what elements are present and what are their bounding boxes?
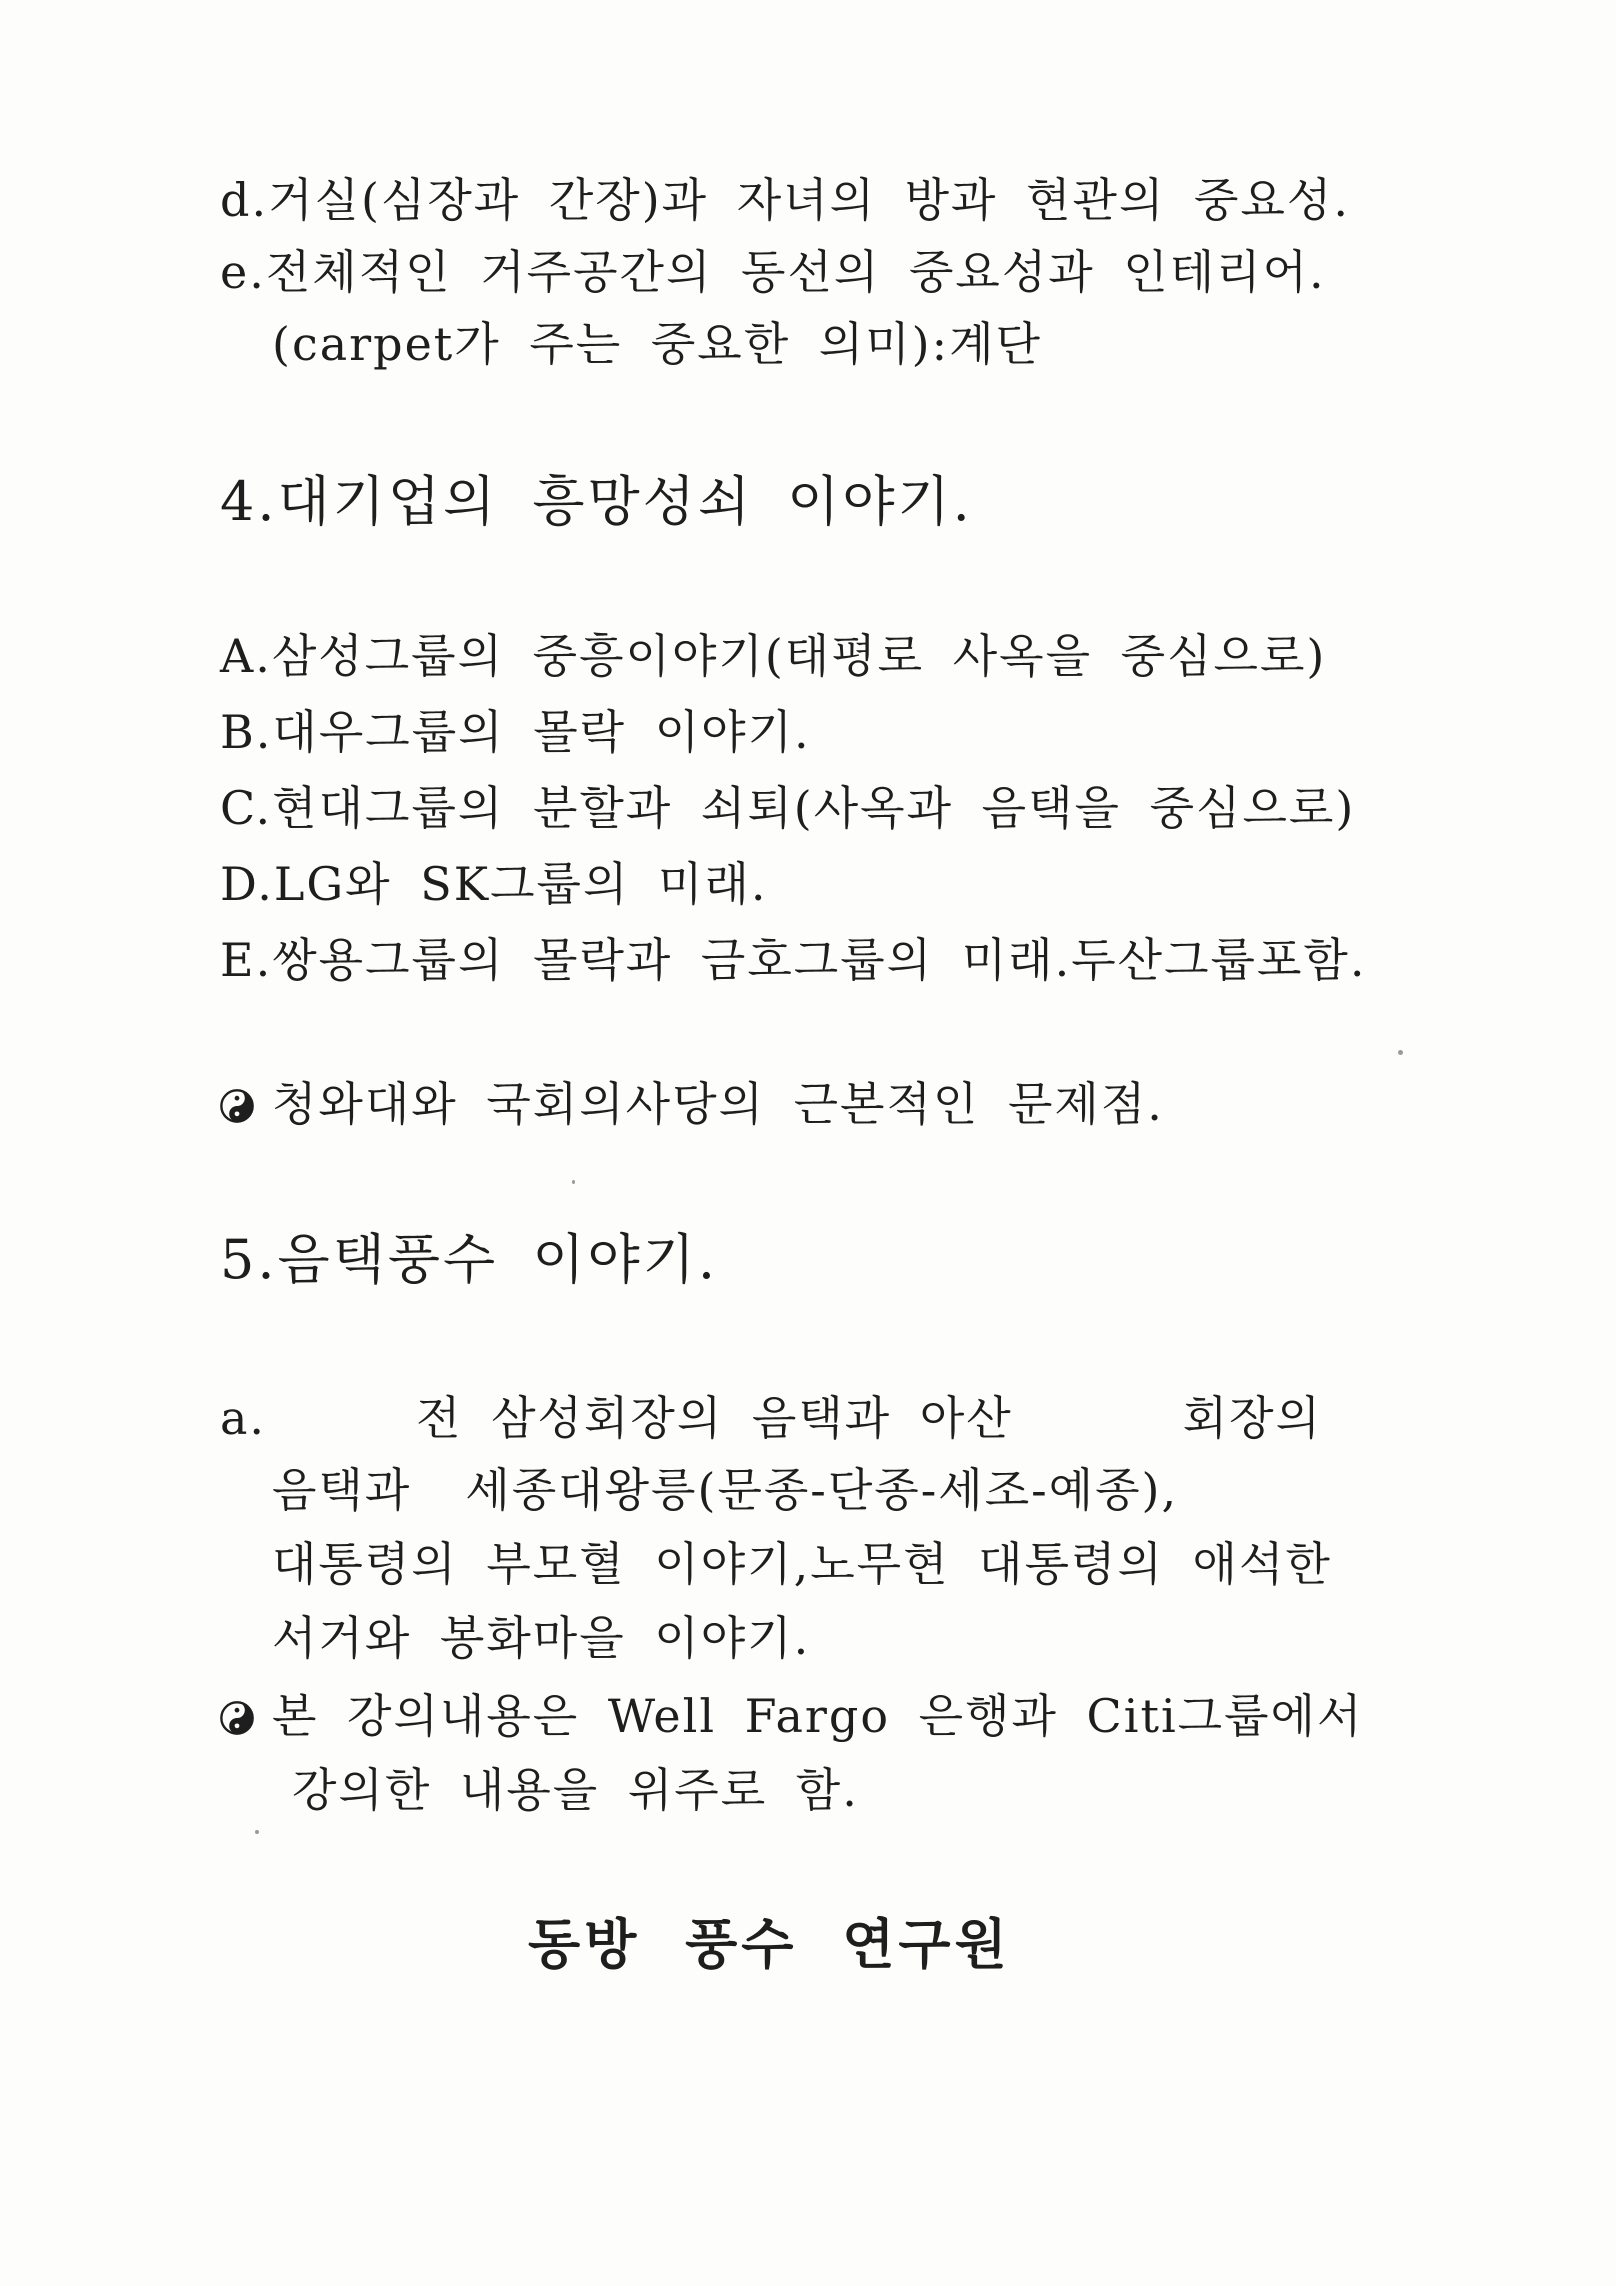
section5-item-a-line2 — [272, 1462, 1178, 1518]
section5-title: 5.음택풍수 이야기. — [220, 1228, 718, 1291]
section5-note-text-line1: 본 강의내용은 Well Fargo 은행과 Citi그룹에서 — [272, 1689, 1364, 1743]
yin-yang-icon — [220, 1701, 254, 1735]
section5-note-text-line2: 강의한 내용을 위주로 함. — [292, 1763, 859, 1817]
section5-item-a-label: a. — [220, 1391, 267, 1445]
section4-note — [220, 1076, 1164, 1132]
scan-speck — [255, 1830, 259, 1834]
section5-item-a-line2-part2: 세종대왕릉(문종-단종-세조-예종), — [465, 1463, 1179, 1517]
section4-item-d: D.LG와 SK그룹의 미래. — [220, 857, 768, 911]
section5-item-a-part2: 회장의 — [1182, 1391, 1323, 1445]
section4-item-e: E.쌍용그룹의 몰락과 금호그룹의 미래.두산그룹포함. — [220, 933, 1367, 987]
section5-item-a-line2-part1: 음택과 — [272, 1463, 412, 1517]
section5-item-a-part1: 전 삼성회장의 음택과 아산 — [416, 1391, 1013, 1445]
section3-item-e: e.전체적인 거주공간의 동선의 중요성과 인테리어. — [220, 245, 1326, 299]
section5-item-a-line3: 대통령의 부모혈 이야기,노무현 대통령의 애석한 — [272, 1537, 1332, 1591]
section4-item-a: A.삼성그룹의 중흥이야기(태평로 사옥을 중심으로) — [220, 629, 1327, 683]
scan-speck — [1398, 1050, 1403, 1055]
section5-note — [220, 1688, 1363, 1744]
scan-speck — [572, 1180, 575, 1184]
yin-yang-icon — [220, 1089, 254, 1123]
organization-signature: 동방 풍수 연구원 — [528, 1912, 1011, 1976]
section3-item-e-continued: (carpet가 주는 중요한 의미):계단 — [272, 317, 1042, 371]
section5-item-a-line1 — [220, 1390, 1322, 1446]
section3-item-d: d.거실(심장과 간장)과 자녀의 방과 현관의 중요성. — [220, 173, 1350, 227]
section5-item-a-line4: 서거와 봉화마을 이야기. — [272, 1611, 811, 1665]
section4-note-text: 청와대와 국회의사당의 근본적인 문제점. — [272, 1077, 1164, 1131]
section4-title: 4.대기업의 흥망성쇠 이야기. — [220, 470, 973, 533]
section4-item-b: B.대우그룹의 몰락 이야기. — [220, 705, 811, 759]
section4-item-c: C.현대그룹의 분할과 쇠퇴(사옥과 음택을 중심으로) — [220, 781, 1356, 835]
